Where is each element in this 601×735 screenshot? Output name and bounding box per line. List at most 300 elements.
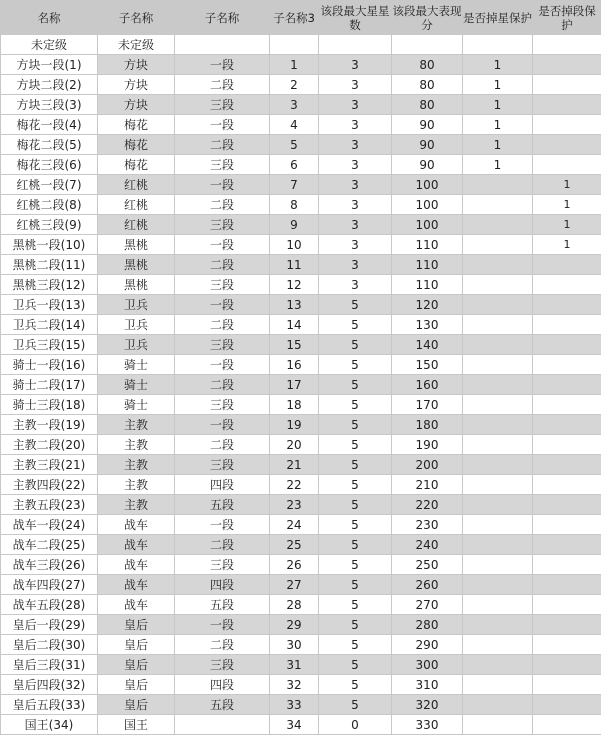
cell-subname[interactable]: 黑桃 (98, 235, 175, 255)
cell-max-stars[interactable]: 5 (319, 635, 392, 655)
cell-name[interactable]: 皇后三段(31) (1, 655, 98, 675)
cell-subname-3[interactable]: 3 (270, 95, 319, 115)
cell-subname-3[interactable]: 25 (270, 535, 319, 555)
cell-rank-protect[interactable] (533, 615, 601, 635)
cell-subname-2[interactable]: 一段 (175, 235, 270, 255)
cell-subname-3[interactable]: 1 (270, 55, 319, 75)
cell-max-score[interactable]: 150 (392, 355, 463, 375)
cell-subname[interactable]: 国王 (98, 715, 175, 735)
cell-subname-2[interactable]: 五段 (175, 695, 270, 715)
cell-max-stars[interactable]: 3 (319, 175, 392, 195)
cell-subname-2[interactable]: 三段 (175, 335, 270, 355)
cell-subname[interactable]: 主教 (98, 435, 175, 455)
cell-max-stars[interactable]: 5 (319, 375, 392, 395)
cell-name[interactable]: 皇后四段(32) (1, 675, 98, 695)
cell-max-stars[interactable]: 3 (319, 255, 392, 275)
cell-rank-protect[interactable] (533, 415, 601, 435)
cell-subname-2[interactable]: 一段 (175, 175, 270, 195)
cell-max-stars[interactable]: 5 (319, 595, 392, 615)
cell-max-score[interactable]: 190 (392, 435, 463, 455)
cell-subname[interactable]: 骑士 (98, 395, 175, 415)
cell-rank-protect[interactable] (533, 375, 601, 395)
cell-subname-3[interactable]: 30 (270, 635, 319, 655)
table-row (1, 675, 601, 695)
cell-name[interactable]: 黑桃二段(11) (1, 255, 98, 275)
cell-max-stars[interactable]: 5 (319, 695, 392, 715)
cell-subname-2[interactable]: 四段 (175, 475, 270, 495)
cell-subname-3[interactable] (270, 35, 319, 55)
cell-subname[interactable]: 未定级 (98, 35, 175, 55)
table-row (1, 315, 601, 335)
cell-subname-3[interactable]: 32 (270, 675, 319, 695)
cell-subname-3[interactable]: 34 (270, 715, 319, 735)
cell-max-stars[interactable]: 3 (319, 115, 392, 135)
cell-star-protect[interactable] (463, 275, 533, 295)
header-subname[interactable]: 子名称 (98, 1, 175, 35)
table-row (1, 475, 601, 495)
cell-subname[interactable]: 皇后 (98, 615, 175, 635)
cell-max-stars[interactable]: 5 (319, 475, 392, 495)
cell-max-score[interactable]: 270 (392, 595, 463, 615)
cell-max-score[interactable]: 310 (392, 675, 463, 695)
cell-subname[interactable]: 方块 (98, 95, 175, 115)
cell-star-protect[interactable] (463, 655, 533, 675)
cell-max-stars[interactable]: 5 (319, 555, 392, 575)
cell-max-stars[interactable]: 3 (319, 135, 392, 155)
table-row (1, 375, 601, 395)
cell-rank-protect[interactable] (533, 435, 601, 455)
cell-star-protect[interactable] (463, 435, 533, 455)
cell-name[interactable]: 红桃三段(9) (1, 215, 98, 235)
header-name[interactable]: 名称 (1, 1, 98, 35)
cell-subname-2[interactable]: 二段 (175, 315, 270, 335)
cell-max-score[interactable]: 140 (392, 335, 463, 355)
cell-subname-3[interactable]: 22 (270, 475, 319, 495)
cell-subname[interactable]: 皇后 (98, 655, 175, 675)
cell-max-score[interactable]: 90 (392, 135, 463, 155)
cell-star-protect[interactable] (463, 335, 533, 355)
cell-max-score[interactable]: 330 (392, 715, 463, 735)
cell-subname[interactable]: 梅花 (98, 135, 175, 155)
cell-max-stars[interactable]: 5 (319, 355, 392, 375)
cell-max-score[interactable]: 290 (392, 635, 463, 655)
cell-star-protect[interactable]: 1 (463, 135, 533, 155)
cell-subname[interactable]: 主教 (98, 475, 175, 495)
cell-rank-protect[interactable] (533, 115, 601, 135)
cell-max-score[interactable]: 130 (392, 315, 463, 335)
cell-rank-protect[interactable] (533, 95, 601, 115)
cell-subname-3[interactable]: 8 (270, 195, 319, 215)
header-max-score[interactable]: 该段最大表现分 (392, 1, 463, 35)
cell-max-stars[interactable]: 5 (319, 335, 392, 355)
cell-name[interactable]: 战车二段(25) (1, 535, 98, 555)
cell-subname-3[interactable]: 2 (270, 75, 319, 95)
cell-max-stars[interactable]: 3 (319, 195, 392, 215)
cell-subname[interactable]: 卫兵 (98, 335, 175, 355)
cell-name[interactable]: 卫兵一段(13) (1, 295, 98, 315)
cell-subname[interactable]: 主教 (98, 415, 175, 435)
cell-subname-3[interactable]: 15 (270, 335, 319, 355)
cell-subname-3[interactable]: 33 (270, 695, 319, 715)
cell-max-stars[interactable]: 3 (319, 235, 392, 255)
cell-subname[interactable]: 战车 (98, 575, 175, 595)
cell-max-score[interactable]: 110 (392, 255, 463, 275)
cell-rank-protect[interactable] (533, 515, 601, 535)
cell-subname-2[interactable]: 一段 (175, 615, 270, 635)
cell-max-score[interactable]: 240 (392, 535, 463, 555)
cell-max-stars[interactable]: 5 (319, 415, 392, 435)
cell-max-score[interactable]: 90 (392, 155, 463, 175)
cell-subname-3[interactable]: 16 (270, 355, 319, 375)
cell-subname-2[interactable]: 二段 (175, 195, 270, 215)
cell-subname[interactable]: 战车 (98, 535, 175, 555)
cell-subname[interactable]: 皇后 (98, 635, 175, 655)
cell-max-score[interactable]: 180 (392, 415, 463, 435)
cell-star-protect[interactable]: 1 (463, 75, 533, 95)
cell-star-protect[interactable] (463, 615, 533, 635)
cell-star-protect[interactable] (463, 475, 533, 495)
cell-subname-2[interactable]: 五段 (175, 495, 270, 515)
cell-max-score[interactable]: 110 (392, 275, 463, 295)
cell-name[interactable]: 梅花三段(6) (1, 155, 98, 175)
cell-subname-3[interactable]: 13 (270, 295, 319, 315)
cell-max-score[interactable]: 200 (392, 455, 463, 475)
cell-star-protect[interactable] (463, 415, 533, 435)
cell-max-score[interactable]: 230 (392, 515, 463, 535)
cell-subname-2[interactable]: 一段 (175, 355, 270, 375)
table-row (1, 255, 601, 275)
cell-star-protect[interactable]: 1 (463, 115, 533, 135)
header-max-stars[interactable]: 该段最大星星数 (319, 1, 392, 35)
cell-subname-3[interactable]: 31 (270, 655, 319, 675)
cell-subname-3[interactable]: 28 (270, 595, 319, 615)
cell-name[interactable]: 皇后一段(29) (1, 615, 98, 635)
cell-subname[interactable]: 黑桃 (98, 275, 175, 295)
cell-rank-protect[interactable] (533, 155, 601, 175)
cell-rank-protect[interactable] (533, 595, 601, 615)
cell-name[interactable]: 未定级 (1, 35, 98, 55)
cell-max-stars[interactable]: 5 (319, 575, 392, 595)
cell-subname[interactable]: 黑桃 (98, 255, 175, 275)
cell-name[interactable]: 皇后五段(33) (1, 695, 98, 715)
cell-subname[interactable]: 红桃 (98, 215, 175, 235)
cell-subname-2[interactable]: 二段 (175, 535, 270, 555)
cell-star-protect[interactable] (463, 675, 533, 695)
cell-subname-3[interactable]: 26 (270, 555, 319, 575)
cell-max-score[interactable]: 110 (392, 235, 463, 255)
cell-name[interactable]: 方块二段(2) (1, 75, 98, 95)
cell-star-protect[interactable] (463, 235, 533, 255)
cell-subname-2[interactable]: 三段 (175, 655, 270, 675)
cell-name[interactable]: 卫兵三段(15) (1, 335, 98, 355)
cell-subname-3[interactable]: 12 (270, 275, 319, 295)
cell-max-stars[interactable]: 3 (319, 55, 392, 75)
cell-subname-2[interactable]: 三段 (175, 455, 270, 475)
cell-max-stars[interactable]: 3 (319, 275, 392, 295)
cell-subname[interactable]: 梅花 (98, 155, 175, 175)
header-rank-protect[interactable]: 是否掉段保护 (533, 1, 601, 35)
cell-max-stars[interactable]: 3 (319, 75, 392, 95)
cell-subname[interactable]: 战车 (98, 555, 175, 575)
cell-max-score[interactable]: 250 (392, 555, 463, 575)
cell-subname[interactable]: 骑士 (98, 355, 175, 375)
cell-max-stars[interactable]: 5 (319, 395, 392, 415)
cell-subname-3[interactable]: 11 (270, 255, 319, 275)
cell-subname[interactable]: 主教 (98, 455, 175, 475)
cell-max-score[interactable]: 100 (392, 215, 463, 235)
cell-star-protect[interactable] (463, 695, 533, 715)
cell-subname[interactable]: 皇后 (98, 675, 175, 695)
table-row (1, 135, 601, 155)
cell-name[interactable]: 骑士二段(17) (1, 375, 98, 395)
cell-star-protect[interactable] (463, 35, 533, 55)
cell-subname-3[interactable]: 21 (270, 455, 319, 475)
cell-max-score[interactable]: 90 (392, 115, 463, 135)
cell-subname[interactable]: 卫兵 (98, 295, 175, 315)
cell-rank-protect[interactable] (533, 135, 601, 155)
header-row (1, 1, 601, 35)
cell-subname[interactable]: 主教 (98, 495, 175, 515)
cell-rank-protect[interactable]: 1 (533, 175, 601, 195)
cell-subname-2[interactable]: 三段 (175, 555, 270, 575)
cell-max-score[interactable]: 280 (392, 615, 463, 635)
cell-rank-protect[interactable] (533, 455, 601, 475)
cell-name[interactable]: 战车一段(24) (1, 515, 98, 535)
cell-rank-protect[interactable] (533, 295, 601, 315)
cell-name[interactable]: 主教三段(21) (1, 455, 98, 475)
cell-rank-protect[interactable] (533, 55, 601, 75)
cell-max-stars[interactable]: 5 (319, 455, 392, 475)
cell-max-score[interactable]: 100 (392, 195, 463, 215)
cell-max-score[interactable]: 300 (392, 655, 463, 675)
cell-subname-3[interactable]: 9 (270, 215, 319, 235)
cell-star-protect[interactable] (463, 395, 533, 415)
table-row (1, 395, 601, 415)
cell-subname-3[interactable]: 5 (270, 135, 319, 155)
cell-name[interactable]: 黑桃一段(10) (1, 235, 98, 255)
cell-max-score[interactable]: 160 (392, 375, 463, 395)
cell-name[interactable]: 主教四段(22) (1, 475, 98, 495)
cell-star-protect[interactable] (463, 195, 533, 215)
cell-name[interactable]: 梅花二段(5) (1, 135, 98, 155)
cell-rank-protect[interactable] (533, 315, 601, 335)
cell-star-protect[interactable] (463, 355, 533, 375)
cell-rank-protect[interactable]: 1 (533, 235, 601, 255)
cell-star-protect[interactable] (463, 535, 533, 555)
cell-max-stars[interactable]: 5 (319, 315, 392, 335)
cell-name[interactable]: 梅花一段(4) (1, 115, 98, 135)
cell-name[interactable]: 骑士一段(16) (1, 355, 98, 375)
cell-name[interactable]: 红桃一段(7) (1, 175, 98, 195)
cell-max-stars[interactable]: 5 (319, 495, 392, 515)
cell-name[interactable]: 主教五段(23) (1, 495, 98, 515)
cell-subname-2[interactable]: 二段 (175, 135, 270, 155)
cell-subname-3[interactable]: 14 (270, 315, 319, 335)
cell-subname-2[interactable]: 四段 (175, 575, 270, 595)
cell-rank-protect[interactable] (533, 695, 601, 715)
cell-max-score[interactable]: 100 (392, 175, 463, 195)
cell-max-score[interactable]: 120 (392, 295, 463, 315)
cell-max-stars[interactable] (319, 35, 392, 55)
cell-subname[interactable]: 梅花 (98, 115, 175, 135)
cell-subname-2[interactable]: 三段 (175, 275, 270, 295)
cell-name[interactable]: 国王(34) (1, 715, 98, 735)
cell-max-stars[interactable]: 5 (319, 615, 392, 635)
cell-rank-protect[interactable] (533, 35, 601, 55)
cell-star-protect[interactable] (463, 455, 533, 475)
cell-rank-protect[interactable] (533, 715, 601, 735)
cell-name[interactable]: 主教二段(20) (1, 435, 98, 455)
cell-max-score[interactable]: 170 (392, 395, 463, 415)
cell-star-protect[interactable] (463, 635, 533, 655)
cell-subname-3[interactable]: 6 (270, 155, 319, 175)
cell-max-stars[interactable]: 3 (319, 215, 392, 235)
cell-subname[interactable]: 骑士 (98, 375, 175, 395)
cell-subname-2[interactable]: 五段 (175, 595, 270, 615)
cell-max-stars[interactable]: 5 (319, 675, 392, 695)
table-row (1, 615, 601, 635)
cell-subname[interactable]: 红桃 (98, 175, 175, 195)
cell-star-protect[interactable] (463, 315, 533, 335)
cell-subname-2[interactable]: 四段 (175, 675, 270, 695)
cell-star-protect[interactable] (463, 555, 533, 575)
cell-subname[interactable]: 卫兵 (98, 315, 175, 335)
cell-subname-3[interactable]: 10 (270, 235, 319, 255)
header-subname-3[interactable]: 子名称3 (270, 1, 319, 35)
cell-name[interactable]: 皇后二段(30) (1, 635, 98, 655)
cell-star-protect[interactable] (463, 295, 533, 315)
cell-max-score[interactable] (392, 35, 463, 55)
cell-subname[interactable]: 方块 (98, 75, 175, 95)
table-row (1, 435, 601, 455)
cell-star-protect[interactable] (463, 575, 533, 595)
table-row (1, 215, 601, 235)
cell-subname-2[interactable]: 二段 (175, 75, 270, 95)
cell-subname-2[interactable]: 一段 (175, 415, 270, 435)
cell-rank-protect[interactable] (533, 575, 601, 595)
cell-max-score[interactable]: 210 (392, 475, 463, 495)
cell-subname-2[interactable]: 一段 (175, 515, 270, 535)
cell-max-stars[interactable]: 5 (319, 515, 392, 535)
cell-subname-2[interactable]: 二段 (175, 255, 270, 275)
cell-name[interactable]: 战车三段(26) (1, 555, 98, 575)
cell-rank-protect[interactable] (533, 555, 601, 575)
cell-star-protect[interactable] (463, 495, 533, 515)
header-star-protect[interactable]: 是否掉星保护 (463, 1, 533, 35)
cell-max-score[interactable]: 80 (392, 55, 463, 75)
cell-star-protect[interactable] (463, 255, 533, 275)
cell-rank-protect[interactable] (533, 335, 601, 355)
cell-rank-protect[interactable] (533, 675, 601, 695)
cell-max-score[interactable]: 220 (392, 495, 463, 515)
cell-subname-2[interactable] (175, 715, 270, 735)
cell-subname-2[interactable]: 一段 (175, 55, 270, 75)
cell-star-protect[interactable]: 1 (463, 55, 533, 75)
cell-max-stars[interactable]: 5 (319, 435, 392, 455)
cell-subname-2[interactable]: 二段 (175, 435, 270, 455)
cell-subname-2[interactable]: 三段 (175, 395, 270, 415)
cell-max-stars[interactable]: 5 (319, 295, 392, 315)
cell-max-score[interactable]: 260 (392, 575, 463, 595)
cell-subname-3[interactable]: 23 (270, 495, 319, 515)
cell-subname-3[interactable]: 4 (270, 115, 319, 135)
cell-star-protect[interactable] (463, 175, 533, 195)
cell-subname-3[interactable]: 19 (270, 415, 319, 435)
cell-rank-protect[interactable] (533, 495, 601, 515)
cell-name[interactable]: 主教一段(19) (1, 415, 98, 435)
cell-subname-2[interactable]: 一段 (175, 115, 270, 135)
cell-name[interactable]: 方块三段(3) (1, 95, 98, 115)
cell-star-protect[interactable] (463, 215, 533, 235)
cell-rank-protect[interactable] (533, 255, 601, 275)
cell-max-stars[interactable]: 0 (319, 715, 392, 735)
cell-name[interactable]: 方块一段(1) (1, 55, 98, 75)
cell-name[interactable]: 战车五段(28) (1, 595, 98, 615)
cell-name[interactable]: 骑士三段(18) (1, 395, 98, 415)
table-row (1, 195, 601, 215)
cell-name[interactable]: 卫兵二段(14) (1, 315, 98, 335)
cell-rank-protect[interactable]: 1 (533, 195, 601, 215)
cell-name[interactable]: 战车四段(27) (1, 575, 98, 595)
cell-rank-protect[interactable] (533, 395, 601, 415)
cell-star-protect[interactable] (463, 375, 533, 395)
header-subname-2[interactable]: 子名称 (175, 1, 270, 35)
cell-subname-2[interactable]: 一段 (175, 295, 270, 315)
cell-rank-protect[interactable] (533, 655, 601, 675)
cell-max-stars[interactable]: 5 (319, 535, 392, 555)
cell-star-protect[interactable] (463, 595, 533, 615)
cell-subname-3[interactable]: 29 (270, 615, 319, 635)
cell-subname[interactable]: 红桃 (98, 195, 175, 215)
cell-star-protect[interactable] (463, 715, 533, 735)
cell-rank-protect[interactable] (533, 635, 601, 655)
cell-subname[interactable]: 皇后 (98, 695, 175, 715)
cell-subname-3[interactable]: 20 (270, 435, 319, 455)
cell-name[interactable]: 黑桃三段(12) (1, 275, 98, 295)
cell-subname-2[interactable]: 三段 (175, 95, 270, 115)
cell-subname-3[interactable]: 17 (270, 375, 319, 395)
cell-max-stars[interactable]: 5 (319, 655, 392, 675)
cell-star-protect[interactable]: 1 (463, 155, 533, 175)
cell-subname-3[interactable]: 18 (270, 395, 319, 415)
cell-subname[interactable]: 方块 (98, 55, 175, 75)
cell-max-score[interactable]: 320 (392, 695, 463, 715)
cell-subname-3[interactable]: 7 (270, 175, 319, 195)
cell-subname[interactable]: 战车 (98, 595, 175, 615)
cell-star-protect[interactable]: 1 (463, 95, 533, 115)
cell-subname-2[interactable] (175, 35, 270, 55)
cell-max-stars[interactable]: 3 (319, 155, 392, 175)
cell-rank-protect[interactable] (533, 475, 601, 495)
cell-subname[interactable]: 战车 (98, 515, 175, 535)
cell-rank-protect[interactable] (533, 355, 601, 375)
cell-subname-2[interactable]: 三段 (175, 215, 270, 235)
cell-subname-2[interactable]: 二段 (175, 375, 270, 395)
cell-star-protect[interactable] (463, 515, 533, 535)
cell-max-score[interactable]: 80 (392, 75, 463, 95)
cell-subname-3[interactable]: 24 (270, 515, 319, 535)
cell-rank-protect[interactable] (533, 535, 601, 555)
cell-subname-2[interactable]: 二段 (175, 635, 270, 655)
cell-rank-protect[interactable] (533, 275, 601, 295)
cell-subname-3[interactable]: 27 (270, 575, 319, 595)
cell-max-score[interactable]: 80 (392, 95, 463, 115)
cell-rank-protect[interactable] (533, 75, 601, 95)
cell-name[interactable]: 红桃二段(8) (1, 195, 98, 215)
cell-max-stars[interactable]: 3 (319, 95, 392, 115)
cell-subname-2[interactable]: 三段 (175, 155, 270, 175)
cell-rank-protect[interactable]: 1 (533, 215, 601, 235)
